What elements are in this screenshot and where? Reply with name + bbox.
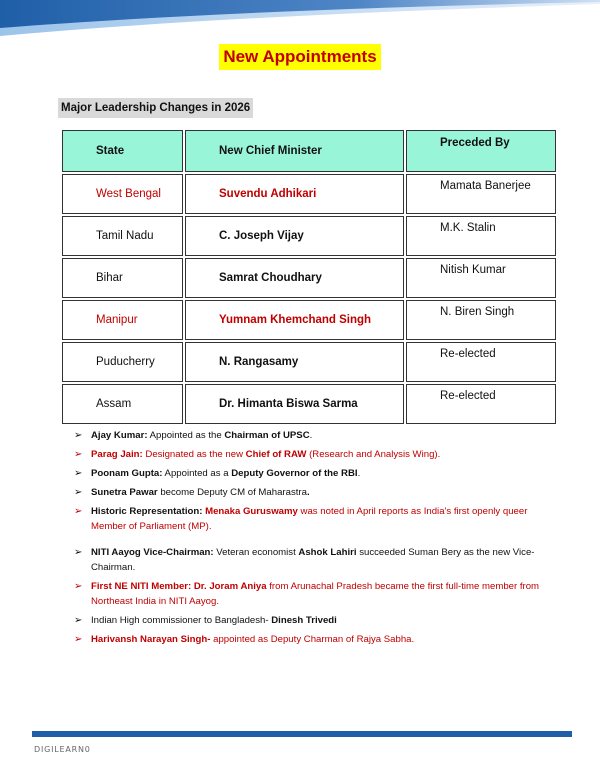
state-cell: Tamil Nadu [62, 216, 183, 256]
list-item [74, 485, 554, 500]
footer-bar [32, 731, 572, 737]
list-item [74, 504, 554, 534]
list-item [74, 579, 554, 609]
list-item [74, 428, 554, 443]
item-lead: Poonam Gupta: [91, 468, 163, 479]
leadership-table [60, 128, 558, 426]
chief-minister-cell: Suvendu Adhikari [185, 174, 404, 214]
item-lead: Ajay Kumar: [91, 430, 148, 441]
item-text-end: . [309, 430, 313, 441]
preceded-by-cell: N. Biren Singh [406, 300, 556, 340]
table-row [62, 342, 556, 382]
item-emphasis: Deputy Governor of the RBI [231, 468, 358, 479]
arrow-bullet-icon: ➢ [74, 581, 83, 592]
preceded-by-cell: Re-elected [406, 384, 556, 424]
state-cell: Puducherry [62, 342, 183, 382]
state-cell: West Bengal [62, 174, 183, 214]
list-item [74, 447, 554, 462]
item-emphasis: Menaka Guruswamy [205, 506, 298, 517]
arrow-bullet-icon: ➢ [74, 634, 83, 645]
header-swoosh-graphic [0, 0, 600, 40]
table-row [62, 300, 556, 340]
preceded-by-cell: Nitish Kumar [406, 258, 556, 298]
chief-minister-cell: N. Rangasamy [185, 342, 404, 382]
arrow-bullet-icon: ➢ [74, 506, 83, 517]
table-row [62, 384, 556, 424]
item-text-end: . [357, 468, 361, 479]
state-cell: Assam [62, 384, 183, 424]
appointments-list [74, 428, 554, 651]
arrow-bullet-icon: ➢ [74, 449, 83, 460]
arrow-bullet-icon: ➢ [74, 615, 83, 626]
footer-brand: DIGILEARN0 [34, 745, 91, 754]
item-text: from Arunachal Pradesh became the first full-time member from Northeast India in NITI Aayog. [91, 581, 540, 607]
table-row [62, 174, 556, 214]
table-header-row [62, 130, 556, 172]
item-text: become Deputy CM of Maharastra [157, 487, 307, 498]
list-item [74, 545, 554, 575]
item-text-end: was noted in April reports as India's first openly queer Member of Parliament (MP). [91, 506, 528, 532]
column-header-preceded-by: Preceded By [406, 130, 556, 172]
item-emphasis: Chief of RAW [245, 449, 307, 460]
item-lead: Historic Representation: [91, 506, 203, 517]
arrow-bullet-icon: ➢ [74, 468, 83, 479]
title-wrap [0, 44, 600, 70]
chief-minister-cell: C. Joseph Vijay [185, 216, 404, 256]
item-text: Appointed as the [147, 430, 225, 441]
chief-minister-cell: Samrat Choudhary [185, 258, 404, 298]
item-text: Designated as the new [142, 449, 246, 460]
arrow-bullet-icon: ➢ [74, 547, 83, 558]
column-header-new-cm: New Chief Minister [185, 130, 404, 172]
item-lead: Parag Jain: [91, 449, 143, 460]
item-text: appointed as Deputy Charman of Rajya Sabha. [210, 634, 415, 645]
item-lead: Sunetra Pawar [91, 487, 158, 498]
table-row [62, 216, 556, 256]
preceded-by-cell: Re-elected [406, 342, 556, 382]
item-emphasis: . [306, 487, 310, 498]
item-emphasis: Chairman of UPSC [224, 430, 310, 441]
arrow-bullet-icon: ➢ [74, 430, 83, 441]
list-item [74, 613, 554, 628]
list-item [74, 632, 554, 647]
arrow-bullet-icon: ➢ [74, 487, 83, 498]
table-row [62, 258, 556, 298]
item-text: Indian High commissioner to Bangladesh- [91, 615, 272, 626]
item-emphasis: Dinesh Trivedi [271, 615, 337, 626]
item-emphasis: Ashok Lahiri [298, 547, 357, 558]
chief-minister-cell: Yumnam Khemchand Singh [185, 300, 404, 340]
item-text: Appointed as a [162, 468, 232, 479]
state-cell: Manipur [62, 300, 183, 340]
column-header-state: State [62, 130, 183, 172]
list-item [74, 466, 554, 481]
chief-minister-cell: Dr. Himanta Biswa Sarma [185, 384, 404, 424]
item-text: Veteran economist [213, 547, 299, 558]
item-text-end: succeeded Suman Bery as the new Vice-Chairman. [91, 547, 535, 573]
preceded-by-cell: Mamata Banerjee [406, 174, 556, 214]
section-subtitle: Major Leadership Changes in 2026 [58, 98, 253, 118]
item-text-end: (Research and Analysis Wing). [306, 449, 441, 460]
state-cell: Bihar [62, 258, 183, 298]
page-title: New Appointments [219, 44, 380, 70]
item-lead: NITI Aayog Vice-Chairman: [91, 547, 214, 558]
item-lead: Harivansh Narayan Singh- [91, 634, 211, 645]
preceded-by-cell: M.K. Stalin [406, 216, 556, 256]
item-lead: First NE NITI Member: Dr. Joram Aniya [91, 581, 267, 592]
